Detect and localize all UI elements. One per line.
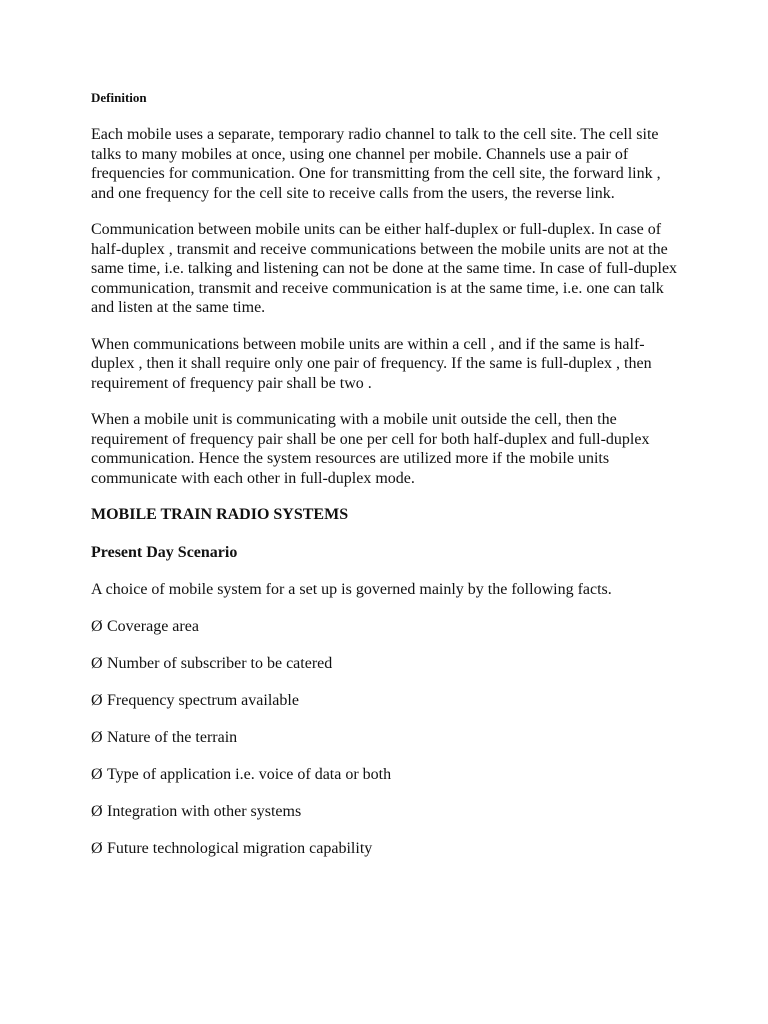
list-item [91,691,681,711]
list-item [91,654,681,674]
list-item-text: Future technological migration capability [107,839,373,857]
bullet-symbol: Ø [91,654,103,672]
list-item [91,617,681,637]
bullet-symbol: Ø [91,617,103,635]
list-item [91,839,681,859]
bullet-symbol: Ø [91,765,103,783]
list-item-text: Integration with other systems [107,802,302,820]
list-item-text: Type of application i.e. voice of data or both [107,765,392,783]
bullet-symbol: Ø [91,839,103,857]
bullet-symbol: Ø [91,802,103,820]
bullet-symbol: Ø [91,728,103,746]
bullet-list [91,617,681,859]
list-item [91,802,681,822]
list-item-text: Frequency spectrum available [107,691,299,709]
list-item-text: Coverage area [107,617,199,635]
list-item-text: Number of subscriber to be catered [107,654,333,672]
list-item [91,765,681,785]
subsection-heading: Present Day Scenario [91,543,238,561]
intro-text: A choice of mobile system for a set up is governed mainly by the following facts. [91,581,612,598]
bullet-symbol: Ø [91,691,103,709]
definition-heading: Definition [91,90,147,105]
section-heading: MOBILE TRAIN RADIO SYSTEMS [91,506,349,523]
paragraph: When a mobile unit is communicating with a mobile unit outside the cell, then the requirement of frequency pair shall be one per cell for both half-duplex and full-duplex communication. Hence the system resources are utilized more if the mobile units communicate with each other in full-duplex mode. [91,411,650,487]
list-item-text: Nature of the terrain [107,728,238,746]
list-item [91,728,681,748]
paragraph: Communication between mobile units can be either half-duplex or full-duplex. In case of half-duplex , transmit and receive communications between the mobile units are not at the same time, i.e. talking and listening can not be done at the same time. In case of full-duplex communication, transmit and receive communication is at the same time, i.e. one can talk and listen at the same time. [91,221,678,316]
paragraph: When communications between mobile units are within a cell , and if the same is half-duplex , then it shall require only one pair of frequency. If the same is full-duplex , then requirement of frequency pair shall be two . [91,335,652,392]
paragraph: Each mobile uses a separate, temporary radio channel to talk to the cell site. The cell site talks to many mobiles at once, using one channel per mobile. Channels use a pair of frequencies for communication. One for transmitting from the cell site, the forward link , and one frequency for the cell site to receive calls from the users, the reverse link. [91,126,661,202]
document-page [91,89,681,876]
